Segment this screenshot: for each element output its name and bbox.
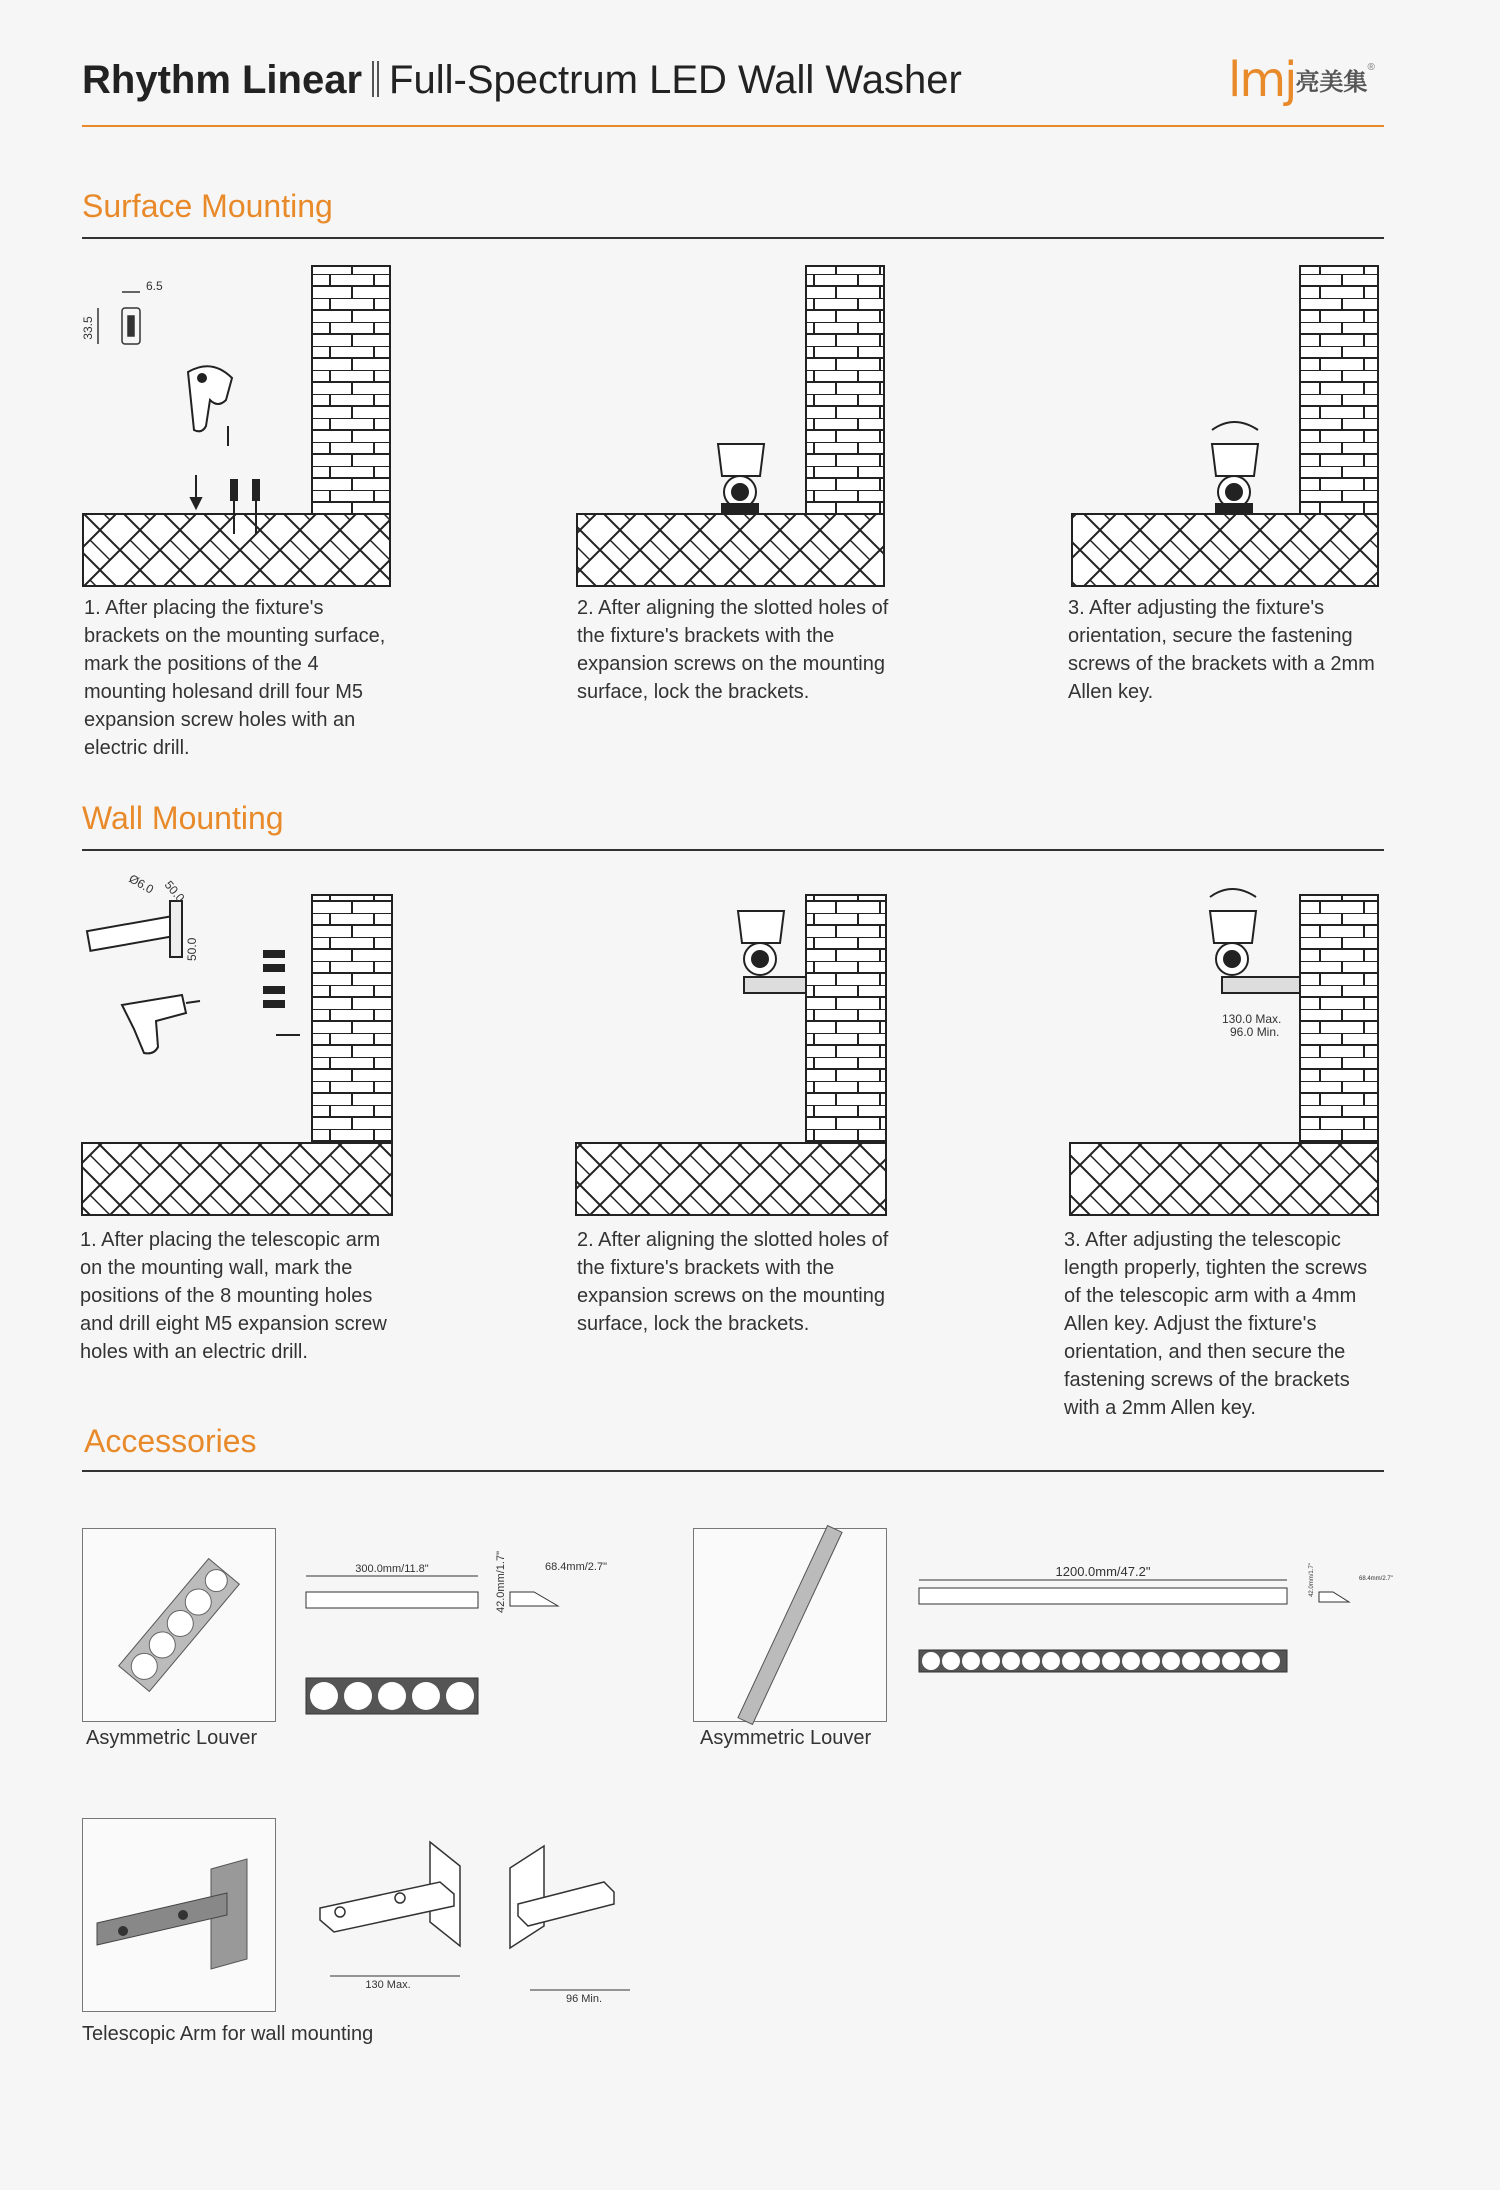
wall-diagrams [0, 865, 1500, 1225]
louver-short-photo [82, 1528, 276, 1722]
surface-step2-figure [577, 266, 884, 586]
fixture-icon [1212, 422, 1258, 514]
logo-lmj: lmj [1228, 52, 1296, 108]
wall-dim-height: 50.0 [185, 937, 199, 961]
fixture-icon [1210, 889, 1300, 993]
wall-mounting-heading: Wall Mounting [82, 800, 284, 836]
surface-dim-width: 6.5 [146, 279, 163, 293]
bracket-dimension-icon [98, 292, 140, 344]
wall-divider [82, 849, 1384, 851]
wall-step3-figure [1070, 889, 1378, 1215]
logo-registered: ® [1367, 62, 1375, 73]
brand-logo [1228, 52, 1375, 108]
wall-step-3: 3. After adjusting the telescopic length properly, tighten the screws of the telescopic arm with a 4mm Allen key. Adjust the fixture's orientation, and then secure the fastening screws of the brackets with a 2mm Allen key. [1064, 1229, 1368, 1419]
surface-step1-figure [81, 266, 390, 586]
surface-step-1: 1. After placing the fixture's brackets on the mounting surface, mark the positions of the 4 mounting holesand drill four M5 expansion screw holes with an electric drill. [84, 597, 386, 759]
surface-step-2: 2. After aligning the slotted holes of the fixture's brackets with the expansion screws on the mounting surface, lock the brackets. [577, 597, 889, 703]
fixture-icon [718, 444, 764, 514]
louver-short-height: 42.0mm/1.7" [495, 1551, 507, 1613]
header-divider [82, 125, 1384, 127]
accessories-heading: Accessories [84, 1423, 257, 1459]
logo-chinese: 亮美集 [1295, 69, 1368, 96]
surface-mounting-heading: Surface Mounting [82, 188, 333, 224]
wall-dim-hole: Ø6.0 [126, 871, 157, 897]
louver-short-caption: Asymmetric Louver [86, 1727, 258, 1749]
telescopic-arm-min: 96 Min. [565, 1993, 603, 2005]
wall-step1-figure [82, 871, 392, 1215]
surface-step-3: 3. After adjusting the fixture's orientation, secure the fastening screws of the brackets with a 2mm Allen key. [1068, 597, 1375, 703]
louver-short-drawing [300, 1520, 680, 1720]
wall-step-2: 2. After aligning the slotted holes of the fixture's brackets with the expansion screws on the mounting surface, lock the brackets. [577, 1229, 889, 1335]
drill-icon [122, 995, 200, 1053]
louver-long-drawing [915, 1550, 1475, 1690]
wall-step2-figure [576, 895, 886, 1215]
surface-step3-figure [1072, 266, 1378, 586]
telescopic-arm-icon [87, 901, 182, 957]
accessories-divider [82, 1470, 1384, 1472]
wall-step-1: 1. After placing the telescopic arm on the mounting wall, mark the positions of the 8 mounting holes and drill eight M5 expansion screw holes with an electric drill. [80, 1229, 387, 1363]
fixture-icon [738, 911, 806, 993]
louver-long-length: 1200.0mm/47.2" [1055, 1564, 1151, 1579]
title-separator [372, 61, 379, 97]
surface-diagrams [0, 250, 1500, 650]
wall-dim-width: 50.0 [161, 877, 188, 905]
louver-long-height: 42.0mm/1.7" [1309, 1563, 1315, 1597]
wall-dim-min: 96.0 Min. [1230, 1025, 1280, 1039]
louver-long-width: 68.4mm/2.7" [1359, 1576, 1393, 1582]
page-title [82, 58, 962, 103]
louver-long-photo [693, 1528, 887, 1722]
louver-short-width: 68.4mm/2.7" [545, 1561, 607, 1573]
louver-long-caption: Asymmetric Louver [700, 1727, 872, 1749]
telescopic-arm-max: 130 Max. [365, 1979, 411, 1991]
title-subtitle: Full-Spectrum LED Wall Washer [389, 58, 962, 102]
surface-divider [82, 237, 1384, 239]
telescopic-arm-photo [82, 1818, 276, 2012]
louver-short-length: 300.0mm/11.8" [355, 1563, 429, 1575]
telescopic-arm-caption: Telescopic Arm for wall mounting [82, 2023, 374, 2045]
anchor-icon [264, 951, 300, 1035]
drill-icon [188, 366, 232, 446]
title-product: Rhythm Linear [82, 58, 363, 102]
surface-dim-height: 33.5 [81, 316, 95, 340]
wall-dim-max: 130.0 Max. [1222, 1012, 1282, 1026]
telescopic-arm-drawing [300, 1820, 660, 2030]
